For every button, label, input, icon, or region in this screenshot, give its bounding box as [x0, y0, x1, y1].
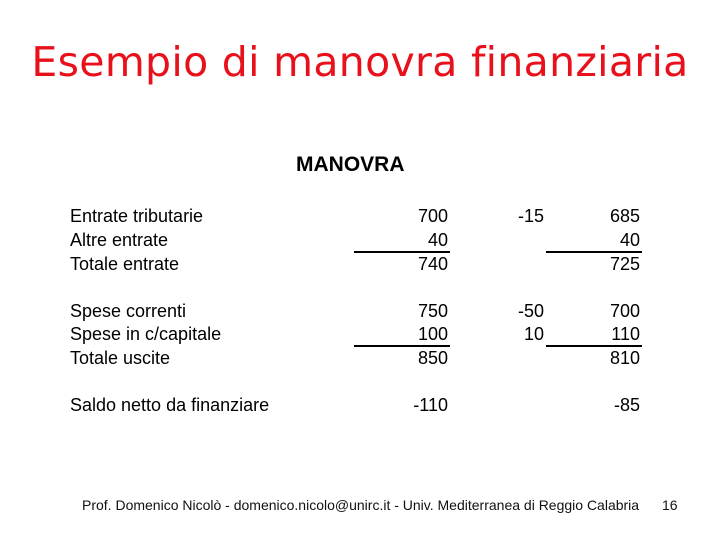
row-value-col3: 685	[609, 206, 640, 226]
row-label: Spese in c/capitale	[70, 324, 222, 344]
row-label: Entrate tributarie	[70, 206, 204, 226]
row-label: Totale uscite	[70, 348, 171, 368]
slide-footer: Prof. Domenico Nicolò - domenico.nicolo@unirc.it - Univ. Mediterranea di Reggio Calabria	[82, 497, 640, 513]
row-value-col3: 700	[609, 301, 640, 321]
sum-rule	[546, 345, 642, 347]
table-row	[0, 254, 720, 278]
row-value-col1: 700	[417, 206, 448, 226]
table-row	[0, 395, 720, 419]
table-title: MANOVRA	[296, 153, 405, 176]
row-value-col1: 40	[427, 230, 448, 250]
row-value-col1: -110	[413, 395, 448, 415]
row-value-col1: 750	[417, 301, 448, 321]
sum-rule	[546, 251, 642, 253]
row-value-col2: -15	[517, 206, 544, 226]
row-value-col2: -50	[517, 301, 544, 321]
row-label: Altre entrate	[70, 230, 169, 250]
row-value-col3: 110	[611, 324, 640, 344]
row-value-col3: -85	[613, 395, 640, 415]
sum-rule	[354, 345, 450, 347]
row-value-col3: 725	[609, 254, 640, 274]
row-label: Saldo netto da finanziare	[70, 395, 270, 415]
row-label: Totale entrate	[70, 254, 180, 274]
slide-title: Esempio di manovra finanziaria	[31, 38, 689, 86]
table-row	[0, 206, 720, 230]
page-number: 16	[662, 497, 678, 513]
sum-rule	[354, 251, 450, 253]
row-value-col1: 740	[417, 254, 448, 274]
row-value-col1: 850	[417, 348, 448, 368]
row-value-col3: 810	[609, 348, 640, 368]
row-value-col2: 10	[523, 324, 544, 344]
table-row	[0, 348, 720, 372]
row-label: Spese correnti	[70, 301, 187, 321]
row-value-col1: 100	[417, 324, 448, 344]
row-value-col3: 40	[619, 230, 640, 250]
table-row	[0, 301, 720, 325]
